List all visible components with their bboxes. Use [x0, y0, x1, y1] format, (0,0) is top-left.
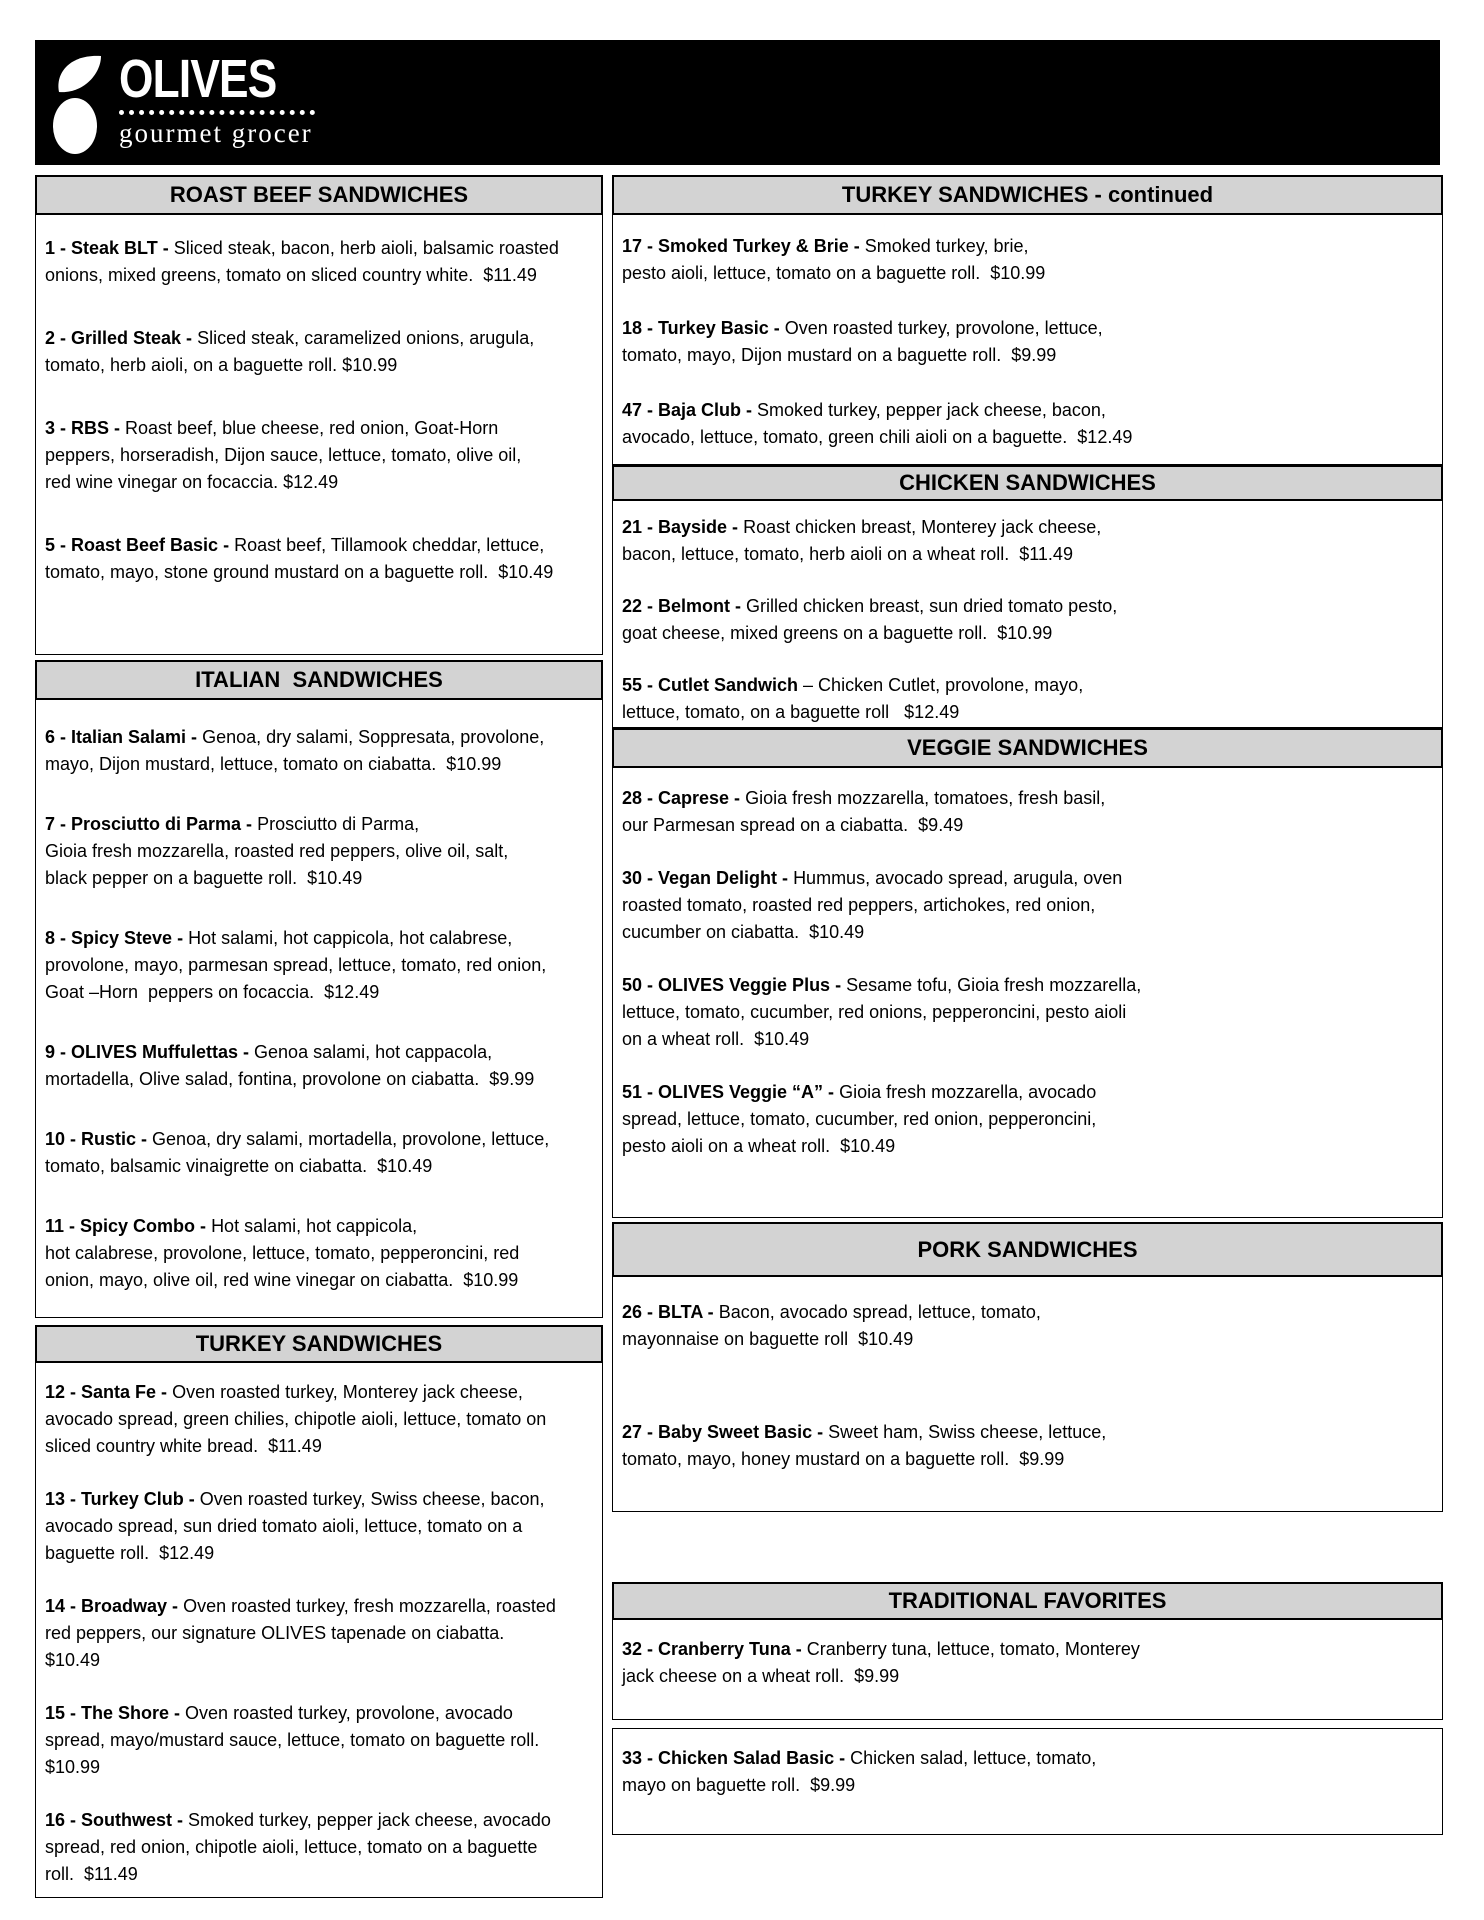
menu-item-name: 55 - Cutlet Sandwich — [622, 675, 799, 695]
menu-item-line: bacon, lettuce, tomato, herb aioli on a wheat roll. $11.49 — [622, 544, 1073, 564]
menu-item-name: 12 - Santa Fe - — [45, 1382, 168, 1402]
section-traditional — [612, 1582, 1443, 1835]
menu-items-box — [35, 215, 603, 655]
menu-item — [622, 865, 1433, 946]
menu-item — [622, 1419, 1433, 1473]
dotted-divider — [119, 110, 315, 115]
brand-name: OLIVES — [119, 49, 277, 109]
menu-item-line: mayonnaise on baguette roll $10.49 — [622, 1329, 914, 1349]
section-pork — [612, 1222, 1443, 1512]
menu-items-box — [612, 768, 1443, 1218]
menu-item — [622, 233, 1433, 287]
header-bar — [35, 40, 1440, 165]
menu-item-line: avocado spread, sun dried tomato aioli, lettuce, tomato on a — [45, 1516, 523, 1536]
menu-item-line: Gioia fresh mozzarella, tomatoes, fresh basil, — [745, 788, 1106, 808]
menu-item-name: 10 - Rustic - — [45, 1129, 148, 1149]
menu-item-line: Oven roasted turkey, fresh mozzarella, roasted — [183, 1596, 556, 1616]
menu-item-line: spread, red onion, chipotle aioli, lettuce, tomato on a baguette — [45, 1837, 538, 1857]
menu-item-line: Roast chicken breast, Monterey jack cheese, — [743, 517, 1102, 537]
menu-item-line: Bacon, avocado spread, lettuce, tomato, — [718, 1302, 1041, 1322]
menu-item-line: Cranberry tuna, lettuce, tomato, Monterey — [806, 1639, 1140, 1659]
menu-item-line: sliced country white bread. $11.49 — [45, 1436, 322, 1456]
menu-item — [622, 1636, 1433, 1690]
menu-item-name: 21 - Bayside - — [622, 517, 739, 537]
menu-item-line: peppers, horseradish, Dijon sauce, lettuce, tomato, olive oil, — [45, 445, 522, 465]
menu-item — [622, 672, 1433, 726]
menu-item — [45, 1700, 593, 1781]
menu-item-line: roasted tomato, roasted red peppers, artichokes, red onion, — [622, 895, 1096, 915]
menu-column-left — [35, 175, 603, 1898]
menu-item — [45, 1213, 593, 1294]
menu-item-line: Roast beef, blue cheese, red onion, Goat-Horn — [125, 418, 499, 438]
menu-item-line: Prosciutto di Parma, — [257, 814, 420, 834]
menu-item-line: onion, mayo, olive oil, red wine vinegar on ciabatta. $10.99 — [45, 1270, 519, 1290]
menu-item-name: 3 - RBS - — [45, 418, 121, 438]
menu-item — [45, 532, 593, 586]
menu-item-line: Hummus, avocado spread, arugula, oven — [793, 868, 1123, 888]
menu-item-line: on a wheat roll. $10.49 — [622, 1029, 810, 1049]
menu-item-name: 7 - Prosciutto di Parma - — [45, 814, 253, 834]
menu-item-line: Hot salami, hot cappicola, hot calabrese, — [188, 928, 513, 948]
menu-item-line: mayo on baguette roll. $9.99 — [622, 1775, 856, 1795]
menu-item-line: lettuce, tomato, cucumber, red onions, pepperoncini, pesto aioli — [622, 1002, 1127, 1022]
menu-item — [622, 315, 1433, 369]
menu-item — [45, 415, 593, 496]
menu-item-line: Smoked turkey, brie, — [864, 236, 1029, 256]
menu-item-name: 47 - Baja Club - — [622, 400, 753, 420]
menu-item — [45, 724, 593, 778]
menu-item-line: our Parmesan spread on a ciabatta. $9.49 — [622, 815, 964, 835]
menu-item — [45, 1039, 593, 1093]
menu-item-line: pesto aioli on a wheat roll. $10.49 — [622, 1136, 896, 1156]
menu-item-line: avocado, lettuce, tomato, green chili aioli on a baguette. $12.49 — [622, 427, 1133, 447]
menu-items-box — [35, 1363, 603, 1898]
section-roast-beef — [35, 175, 603, 655]
menu-item-name: 51 - OLIVES Veggie “A” - — [622, 1082, 835, 1102]
menu-item-name: 50 - OLIVES Veggie Plus - — [622, 975, 842, 995]
menu-item — [45, 925, 593, 1006]
menu-item-name: 14 - Broadway - — [45, 1596, 179, 1616]
menu-item-line: Genoa, dry salami, mortadella, provolone, lettuce, — [152, 1129, 550, 1149]
menu-item-line: black pepper on a baguette roll. $10.49 — [45, 868, 363, 888]
section-header-italian: ITALIAN SANDWICHES — [35, 660, 603, 700]
section-header-pork: PORK SANDWICHES — [612, 1222, 1443, 1277]
menu-items-box — [612, 501, 1443, 728]
menu-item-name: 33 - Chicken Salad Basic - — [622, 1748, 846, 1768]
menu-item-line: mayo, Dijon mustard, lettuce, tomato on ciabatta. $10.99 — [45, 754, 502, 774]
menu-item-line: pesto aioli, lettuce, tomato on a baguette roll. $10.99 — [622, 263, 1046, 283]
menu-item-line: onions, mixed greens, tomato on sliced country white. $11.49 — [45, 265, 537, 285]
menu-item-name: 26 - BLTA - — [622, 1302, 714, 1322]
menu-item — [45, 1379, 593, 1460]
menu-item-line: Grilled chicken breast, sun dried tomato pesto, — [746, 596, 1118, 616]
menu-item-line: Goat –Horn peppers on focaccia. $12.49 — [45, 982, 380, 1002]
menu-item-line: baguette roll. $12.49 — [45, 1543, 215, 1563]
menu-item-name: 15 - The Shore - — [45, 1703, 181, 1723]
menu-item — [45, 1593, 593, 1674]
section-italian — [35, 660, 603, 1318]
menu-item-line: Gioia fresh mozzarella, avocado — [839, 1082, 1097, 1102]
menu-item-line: Sliced steak, caramelized onions, arugula, — [197, 328, 535, 348]
menu-item-line: – Chicken Cutlet, provolone, mayo, — [803, 675, 1084, 695]
menu-item-name: 17 - Smoked Turkey & Brie - — [622, 236, 860, 256]
menu-items-box — [612, 1277, 1443, 1512]
menu-item-name: 2 - Grilled Steak - — [45, 328, 193, 348]
section-header-chicken: CHICKEN SANDWICHES — [612, 465, 1443, 501]
menu-item — [622, 972, 1433, 1053]
menu-item — [45, 1486, 593, 1567]
menu-item-name: 9 - OLIVES Muffulettas - — [45, 1042, 250, 1062]
menu-item-name: 32 - Cranberry Tuna - — [622, 1639, 802, 1659]
menu-item-line: red wine vinegar on focaccia. $12.49 — [45, 472, 339, 492]
menu-item-line: spread, mayo/mustard sauce, lettuce, tomato on baguette roll. — [45, 1730, 540, 1750]
menu-item — [622, 593, 1433, 647]
section-chicken — [612, 465, 1443, 728]
menu-item — [622, 514, 1433, 568]
menu-items-box — [35, 700, 603, 1318]
menu-item-line: Hot salami, hot cappicola, — [211, 1216, 418, 1236]
menu-item-name: 30 - Vegan Delight - — [622, 868, 789, 888]
menu-item — [622, 1745, 1433, 1799]
menu-item-line: jack cheese on a wheat roll. $9.99 — [622, 1666, 900, 1686]
menu-item — [45, 1126, 593, 1180]
menu-item-line: goat cheese, mixed greens on a baguette roll. $10.99 — [622, 623, 1053, 643]
menu-item-line: Gioia fresh mozzarella, roasted red peppers, olive oil, salt, — [45, 841, 509, 861]
menu-item — [45, 325, 593, 379]
menu-item — [45, 811, 593, 892]
section-turkey-continued — [612, 175, 1443, 465]
menu-item-line: Oven roasted turkey, Monterey jack cheese, — [172, 1382, 523, 1402]
menu-item-line: Oven roasted turkey, Swiss cheese, bacon, — [199, 1489, 545, 1509]
menu-item-line: Oven roasted turkey, provolone, avocado — [185, 1703, 513, 1723]
menu-item-name: 13 - Turkey Club - — [45, 1489, 195, 1509]
menu-item-line: Sliced steak, bacon, herb aioli, balsamic roasted — [173, 238, 559, 258]
brand-tagline: gourmet grocer — [119, 118, 313, 148]
menu-item-line: Sweet ham, Swiss cheese, lettuce, — [828, 1422, 1107, 1442]
section-turkey — [35, 1325, 603, 1898]
menu-item-name: 16 - Southwest - — [45, 1810, 184, 1830]
section-header-roast-beef: ROAST BEEF SANDWICHES — [35, 175, 603, 215]
menu-item-line: Oven roasted turkey, provolone, lettuce, — [784, 318, 1103, 338]
menu-item — [622, 397, 1433, 451]
menu-item-line: spread, lettuce, tomato, cucumber, red onion, pepperoncini, — [622, 1109, 1097, 1129]
menu-item-line: $10.49 — [45, 1650, 101, 1670]
menu-item-name: 27 - Baby Sweet Basic - — [622, 1422, 824, 1442]
menu-items-box — [612, 1728, 1443, 1835]
olive-with-leaf-icon — [51, 50, 107, 156]
menu-item-line: provolone, mayo, parmesan spread, lettuce, tomato, red onion, — [45, 955, 547, 975]
menu-item-line: tomato, balsamic vinaigrette on ciabatta. $10.49 — [45, 1156, 433, 1176]
menu-item-line: avocado spread, green chilies, chipotle aioli, lettuce, tomato on — [45, 1409, 547, 1429]
brand-block — [119, 49, 315, 149]
menu-item-line: lettuce, tomato, on a baguette roll $12.49 — [622, 702, 960, 722]
menu-item-line: cucumber on ciabatta. $10.49 — [622, 922, 865, 942]
menu-item-line: tomato, herb aioli, on a baguette roll. $10.99 — [45, 355, 398, 375]
menu-item-line: Smoked turkey, pepper jack cheese, avocado — [188, 1810, 551, 1830]
menu-item — [622, 1299, 1433, 1353]
menu-item-line: tomato, mayo, honey mustard on a baguette roll. $9.99 — [622, 1449, 1065, 1469]
menu-item-name: 22 - Belmont - — [622, 596, 742, 616]
menu-column-right — [612, 175, 1443, 1835]
menu-item-name: 8 - Spicy Steve - — [45, 928, 184, 948]
menu-item-name: 11 - Spicy Combo - — [45, 1216, 207, 1236]
menu-item-line: tomato, mayo, stone ground mustard on a baguette roll. $10.49 — [45, 562, 554, 582]
menu-item-name: 1 - Steak BLT - — [45, 238, 169, 258]
section-header-traditional: TRADITIONAL FAVORITES — [612, 1582, 1443, 1620]
menu-item-line: red peppers, our signature OLIVES tapenade on ciabatta. — [45, 1623, 505, 1643]
menu-item-line: Sesame tofu, Gioia fresh mozzarella, — [846, 975, 1142, 995]
menu-item-line: tomato, mayo, Dijon mustard on a baguette roll. $9.99 — [622, 345, 1057, 365]
section-header-turkey: TURKEY SANDWICHES — [35, 1325, 603, 1363]
menu-item — [622, 1079, 1433, 1160]
menu-item-line: roll. $11.49 — [45, 1864, 138, 1884]
menu-item-name: 28 - Caprese - — [622, 788, 741, 808]
menu-item-name: 5 - Roast Beef Basic - — [45, 535, 230, 555]
menu-item — [45, 1807, 593, 1888]
menu-item — [622, 785, 1433, 839]
section-header-turkey-continued: TURKEY SANDWICHES - continued — [612, 175, 1443, 215]
menu-item-name: 18 - Turkey Basic - — [622, 318, 780, 338]
menu-item-line: mortadella, Olive salad, fontina, provolone on ciabatta. $9.99 — [45, 1069, 535, 1089]
menu-item-line: hot calabrese, provolone, lettuce, tomato, pepperoncini, red — [45, 1243, 520, 1263]
menu-items-box — [612, 1620, 1443, 1720]
menu-item-line: Roast beef, Tillamook cheddar, lettuce, — [234, 535, 545, 555]
section-header-veggie: VEGGIE SANDWICHES — [612, 728, 1443, 768]
menu-item-line: Chicken salad, lettuce, tomato, — [850, 1748, 1097, 1768]
menu-item-line: Genoa, dry salami, Soppresata, provolone, — [202, 727, 545, 747]
menu-item-line: Smoked turkey, pepper jack cheese, bacon, — [757, 400, 1106, 420]
section-veggie — [612, 728, 1443, 1218]
menu-item-line: Genoa salami, hot cappacola, — [254, 1042, 493, 1062]
menu-item — [45, 235, 593, 289]
menu-item-line: $10.99 — [45, 1757, 101, 1777]
menu-items-box — [612, 215, 1443, 465]
menu-item-name: 6 - Italian Salami - — [45, 727, 198, 747]
